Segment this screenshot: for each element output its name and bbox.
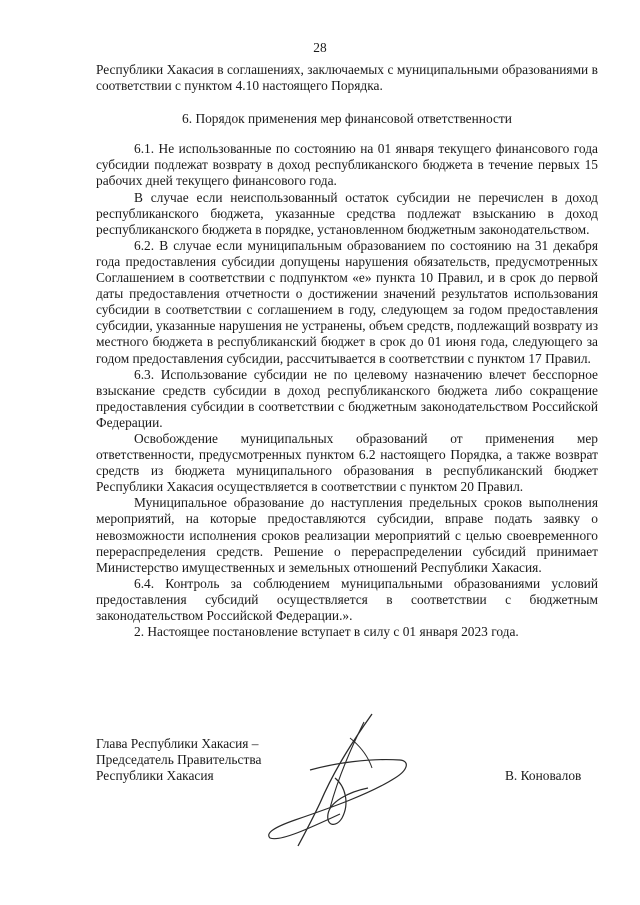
document-body [96, 62, 598, 640]
paragraph-2-effective: 2. Настоящее постановление вступает в силу с 01 января 2023 года. [134, 624, 519, 640]
paragraph-6-3: 6.3. Использование субсидии не по целевому назначению влечет бесспорное взыскание средств субсидии в доход республиканского бюджета либо сокращение предоставления субсидии в соответствии с бюджетным законодательством Российской Федерации. [96, 366, 598, 430]
section-heading: 6. Порядок применения мер финансовой ответственности [182, 111, 512, 127]
paragraph-6-3-release: Освобождение муниципальных образований от применения мер ответственности, предусмотренных пунктом 6.2 настоящего Порядка, а также возврат средств из бюджета муниципального образования в республиканский бюджет Республики Хакасия осуществляется в соответствии с пунктом 20 Правил. [96, 430, 598, 495]
signatory-title-line: Республики Хакасия [96, 768, 214, 784]
signatory-name: В. Коновалов [505, 768, 582, 783]
signatory-title-line: Председатель Правительства [96, 752, 262, 768]
page-number: 28 [313, 40, 327, 55]
paragraph-6-2: 6.2. В случае если муниципальным образованием по состоянию на 31 декабря года предоставления субсидии допущены нарушения обязательств, предусмотренных Соглашением в соответствии с подпунктом «е» пункта 10 Правил, и в срок до первой даты предоставления отчетности о достижении значений результатов использования субсидии в соответствии с соглашением в году, следующем за годом предоставления субсидии, указанные нарушения не устранены, объем средств, подлежащий возврату из местного бюджета в республиканский бюджет в срок до 01 июня года, следующего за годом предоставления субсидии, рассчитывается в соответствии с пунктом 17 Правил. [96, 237, 598, 366]
paragraph-6-4: 6.4. Контроль за соблюдением муниципальными образованиями условий предоставления субсидий осуществляется в соответствии с бюджетным законодательством Российской Федерации.». [96, 575, 598, 623]
paragraph-6-1-cont: В случае если неиспользованный остаток субсидии не перечислен в доход республиканского бюджета, указанные средства подлежат взысканию в доход республиканского бюджета в порядке, установленном бюджетным законодательством. [96, 189, 598, 237]
paragraph-6-3-request: Муниципальное образование до наступления предельных сроков выполнения мероприятий, на которые предоставляются субсидии, вправе подать заявку о невозможности исполнения сроков реализации мероприятий с целью своевременного перераспределения средств. Решение о перераспределении субсидий принимает Министерство имущественных и земельных отношений Республики Хакасия. [96, 495, 598, 575]
paragraph-6-1: 6.1. Не использованные по состоянию на 01 января текущего финансового года субсидии подлежат возврату в доход республиканского бюджета в течение первых 15 рабочих дней текущего финансового года. [96, 141, 598, 189]
signatory-title-line: Глава Республики Хакасия – [96, 736, 259, 751]
paragraph-continuation: Республики Хакасия в соглашениях, заключаемых с муниципальными образованиями в соответствии с пунктом 4.10 настоящего Порядка. [96, 62, 598, 94]
handwritten-signature [250, 708, 420, 853]
